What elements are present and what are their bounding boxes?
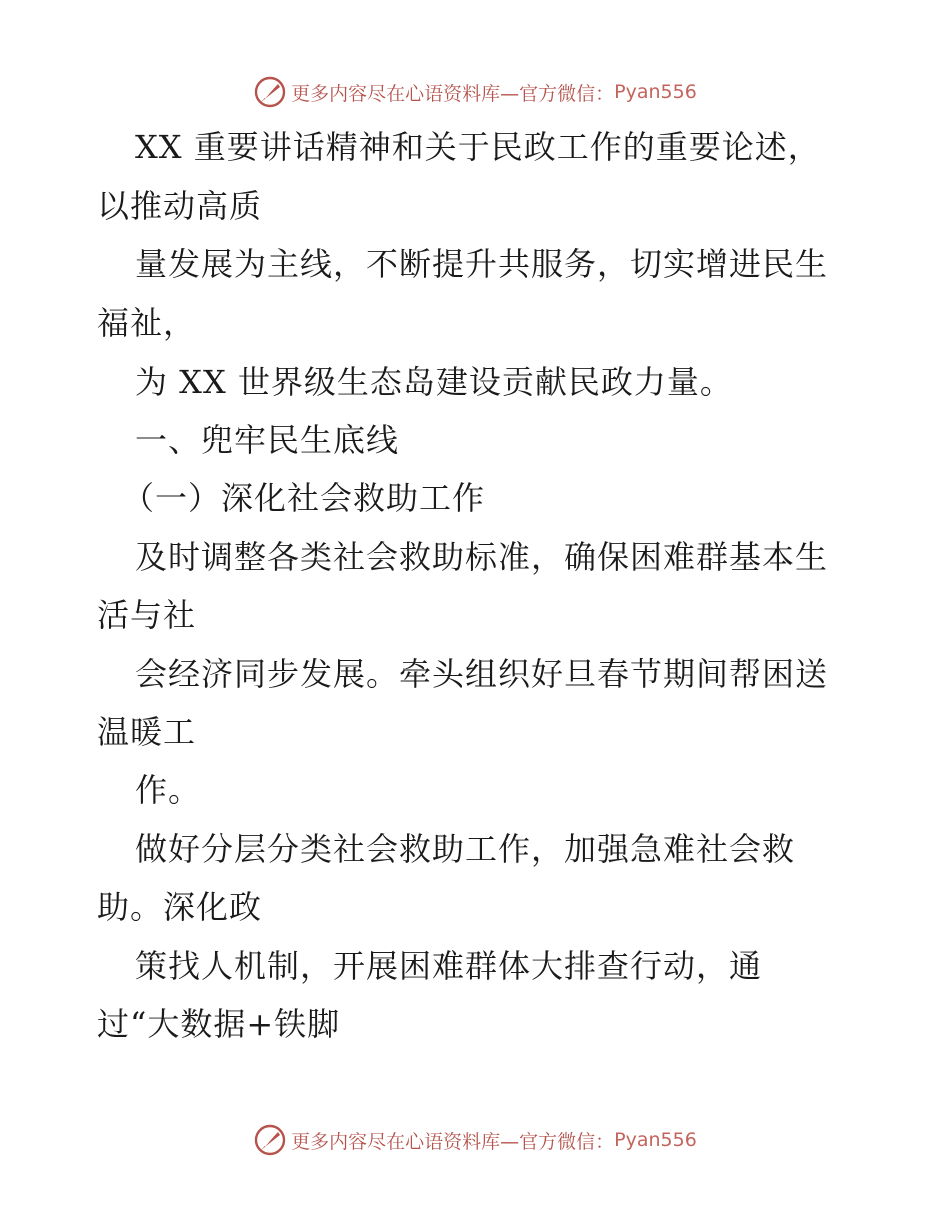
text-line: 会经济同步发展。牵头组织好旦春节期间帮困送	[135, 655, 829, 693]
feather-pen-logo-icon	[253, 1123, 287, 1157]
text-line: 及时调整各类社会救助标准，确保困难群基本生	[135, 538, 829, 576]
footer-watermark	[0, 1120, 950, 1160]
text-line: 福祉，	[97, 304, 197, 342]
text-line: 量发展为主线，不断提升共服务，切实增进民生	[135, 245, 829, 283]
watermark-text: 更多内容尽在心语资料库—官方微信：	[291, 82, 615, 105]
text-line: 以推动高质	[97, 187, 263, 225]
text-line: 助。深化政	[97, 888, 263, 926]
text-line: 做好分层分类社会救助工作，加强急难社会救	[135, 830, 796, 868]
watermark-text: 更多内容尽在心语资料库—官方微信：	[291, 1130, 615, 1153]
feather-pen-logo-icon	[253, 75, 287, 109]
text-line: 活与社	[97, 596, 197, 634]
text-line: 温暖工	[97, 713, 197, 751]
text-line: 策找人机制，开展困难群体大排查行动，通	[135, 947, 763, 985]
header-watermark	[0, 72, 950, 112]
watermark-wechat-id: Pyan556	[614, 81, 697, 103]
text-line: 作。	[135, 771, 202, 809]
text-line: 过“大数据+铁脚	[97, 1005, 341, 1043]
text-line: 为 XX 世界级生态岛建设贡献民政力量。	[135, 363, 733, 401]
text-line: XX 重要讲话精神和关于民政工作的重要论述，	[135, 128, 821, 166]
subsection-heading: （一）深化社会救助工作	[122, 479, 486, 517]
watermark-wechat-id: Pyan556	[614, 1129, 697, 1151]
section-heading: 一、兜牢民生底线	[135, 421, 400, 459]
